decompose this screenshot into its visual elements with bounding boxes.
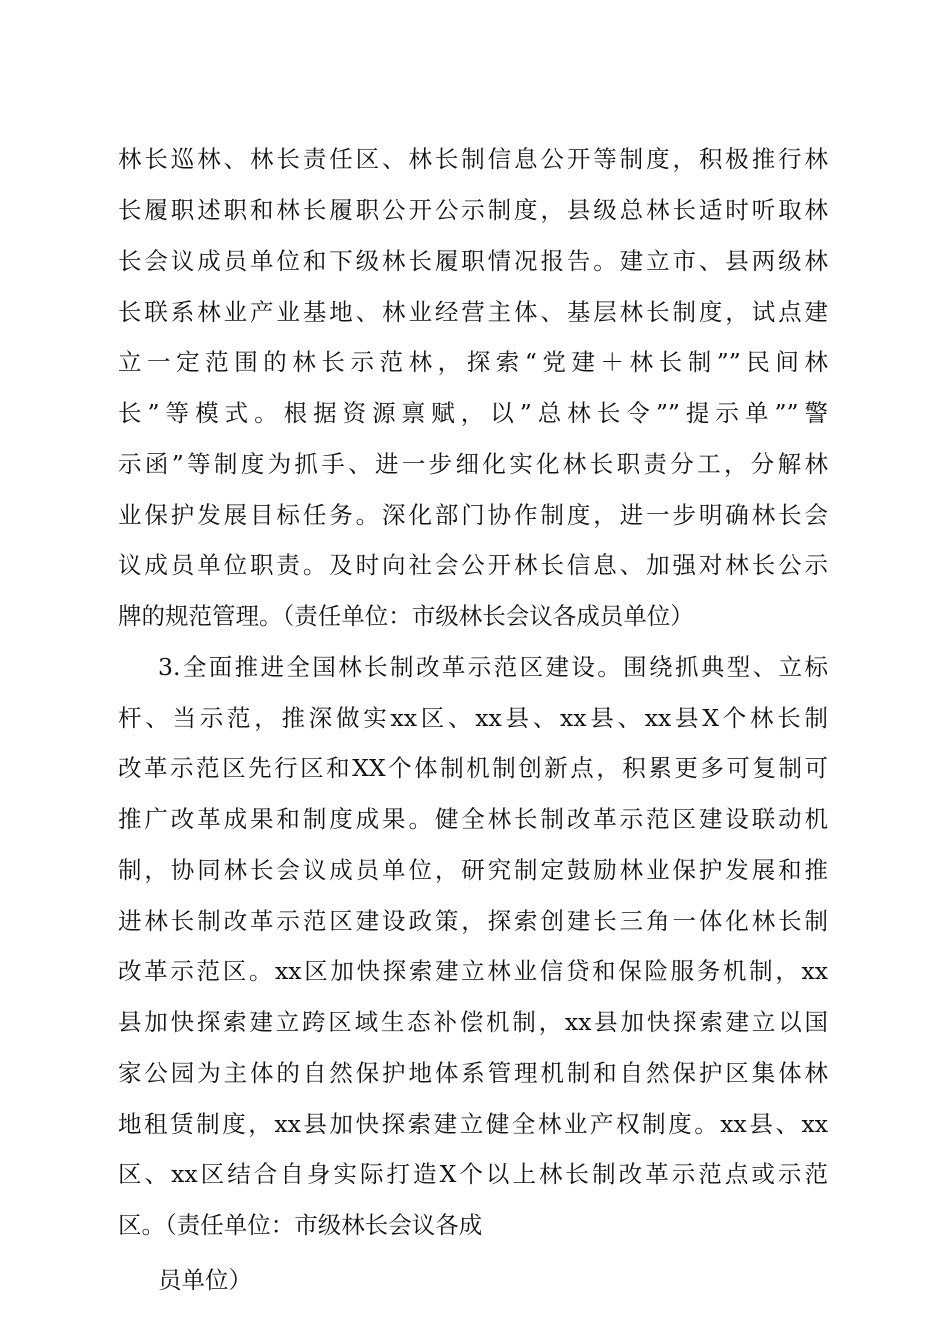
text-line-16: 进林长制改革示范区建设政策，探索创建长三角一体化林长制 <box>118 907 828 935</box>
text-line-21: 区、xx区结合自身实际打造X个以上林长制改革示范点或示范 <box>118 1160 828 1188</box>
text-line-12: 杆、当示范，推深做实xx区、xx县、xx县、xx县X个林长制 <box>118 704 828 732</box>
text-line-6: 长”等模式。根据资源禀赋，以”总林长令””提示单””警 <box>118 399 828 427</box>
text-line-7: 示函”等制度为抓手、进一步细化实化林长职责分工，分解林 <box>118 450 828 478</box>
text-line-18: 县加快探索建立跨区域生态补偿机制，xx县加快探索建立以国 <box>118 1008 828 1036</box>
text-line-14: 推广改革成果和制度成果。健全林长制改革示范区建设联动机 <box>118 805 828 833</box>
text-line-17: 改革示范区。xx区加快探索建立林业信贷和保险服务机制，xx <box>118 957 828 985</box>
text-line-4: 长联系林业产业基地、林业经营主体、基层林长制度，试点建 <box>118 298 828 326</box>
text-line-19: 家公园为主体的自然保护地体系管理机制和自然保护区集体林 <box>118 1059 828 1087</box>
text-line-20: 地租赁制度，xx县加快探索建立健全林业产权制度。xx县、xx <box>118 1110 828 1138</box>
text-line-22: 区。（责任单位：市级林长会议各成 <box>118 1211 483 1239</box>
text-line-9: 议成员单位职责。及时向社会公开林长信息、加强对林长公示 <box>118 551 828 579</box>
text-line-13: 改革示范区先行区和XX个体制机制创新点，积累更多可复制可 <box>118 754 828 782</box>
text-line-23: 员单位） <box>158 1266 252 1294</box>
text-line-10: 牌的规范管理。（责任单位：市级林长会议各成员单位） <box>118 602 694 630</box>
text-line-15: 制，协同林长会议成员单位，研究制定鼓励林业保护发展和推 <box>118 856 828 884</box>
text-line-8: 业保护发展目标任务。深化部门协作制度，进一步明确林长会 <box>118 501 828 529</box>
text-line-5: 立一定范围的林长示范林，探索“党建＋林长制””民间林 <box>118 348 828 376</box>
text-line-1: 林长巡林、林长责任区、林长制信息公开等制度，积极推行林 <box>118 145 828 173</box>
text-line-2: 长履职述职和林长履职公开公示制度，县级总林长适时听取林 <box>118 196 828 224</box>
text-line-3: 长会议成员单位和下级林长履职情况报告。建立市、县两级林 <box>118 247 828 275</box>
paragraph-3-heading-line: 3.全面推进全国林长制改革示范区建设。围绕抓典型、立标 <box>158 653 828 681</box>
